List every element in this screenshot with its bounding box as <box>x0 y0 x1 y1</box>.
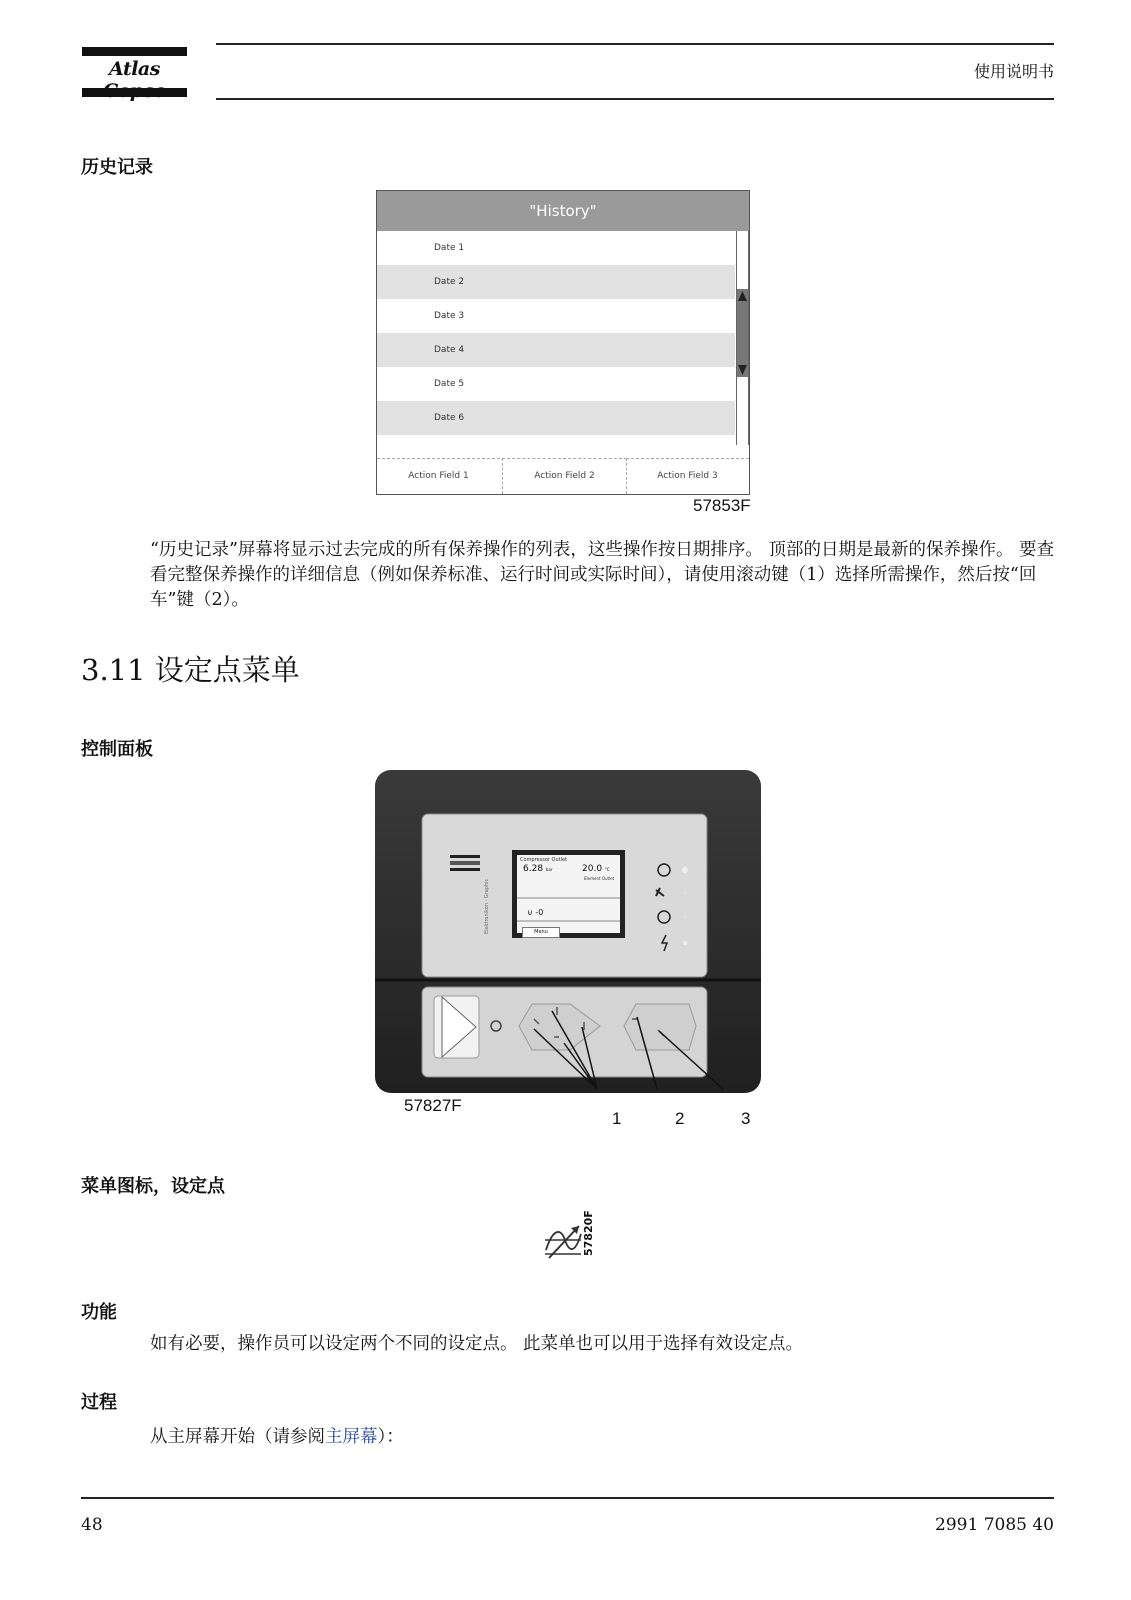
control-panel-illustration <box>374 769 766 1119</box>
callout-2: 2 <box>675 1109 685 1128</box>
logo-bar-bottom <box>82 88 187 97</box>
panel-screen-title: Compressor Outlet <box>520 857 568 863</box>
header-rule-top <box>216 43 1054 45</box>
page-number: 48 <box>81 1515 103 1535</box>
procedure-text-before: 从主屏幕开始（请参阅 <box>150 1427 325 1447</box>
header-rule-bottom <box>216 98 1054 100</box>
logo-bar-top <box>82 47 187 56</box>
history-screen <box>376 190 750 495</box>
history-row-label: Date 5 <box>434 379 465 389</box>
menu-icon-figure-code: 57820F <box>582 1210 595 1256</box>
panel-pressure-unit: bar <box>545 867 553 872</box>
history-row[interactable] <box>377 401 735 435</box>
history-row[interactable] <box>377 231 735 265</box>
history-row[interactable] <box>377 265 735 299</box>
control-panel-heading: 控制面板 <box>81 739 153 760</box>
doc-number: 2991 7085 40 <box>935 1515 1054 1535</box>
history-row-label: Date 3 <box>434 311 465 321</box>
panel-status-value: 0 <box>538 908 544 917</box>
section-title: 3.11 设定点菜单 <box>81 653 300 687</box>
history-row-label: Date 2 <box>434 277 465 287</box>
control-panel-figure-code: 57827F <box>404 1096 462 1115</box>
main-screen-link[interactable]: 主屏幕 <box>325 1427 378 1447</box>
function-text: 如有必要，操作员可以设定两个不同的设定点。 此菜单也可以用于选择有效设定点。 <box>150 1334 804 1354</box>
callout-3: 3 <box>741 1109 751 1128</box>
atlas-copco-logo: Atlas <box>109 58 160 80</box>
history-title: "History" <box>377 191 749 231</box>
history-scrollbar[interactable] <box>736 231 749 445</box>
history-row[interactable] <box>377 367 735 401</box>
history-row[interactable] <box>377 299 735 333</box>
history-figure-code: 57853F <box>693 496 751 515</box>
history-row-label: Date 6 <box>434 413 465 423</box>
function-heading: 功能 <box>81 1302 117 1323</box>
panel-temperature-value: 20.0 <box>582 864 603 874</box>
panel-temperature-unit: °C <box>604 867 610 872</box>
procedure-heading: 过程 <box>81 1392 117 1413</box>
history-heading: 历史记录 <box>81 157 153 178</box>
panel-temperature <box>582 864 610 874</box>
doc-type: 使用说明书 <box>973 62 1054 81</box>
action-field-1[interactable]: Action Field 1 <box>377 458 500 494</box>
panel-pressure <box>523 864 553 874</box>
action-field-3[interactable]: Action Field 3 <box>626 458 749 494</box>
history-description: “历史记录”屏幕将显示过去完成的所有保养操作的列表，这些操作按日期排序。 顶部的日期是最新的保养操作。 要查看完整保养操作的详细信息（例如保养标准、运行时间或实际时间），请使用滚动键（1）选择所需操作，然后按“回车”键（2）。 <box>150 540 1055 610</box>
procedure-text <box>150 1425 1055 1450</box>
svg-text:Elektronikon · Graphic: Elektronikon · Graphic <box>484 878 490 934</box>
history-row-label: Date 1 <box>434 243 465 253</box>
action-field-2[interactable]: Action Field 2 <box>502 458 627 494</box>
procedure-text-after: ）： <box>377 1427 404 1447</box>
history-row-label: Date 4 <box>434 345 465 355</box>
footer-rule <box>81 1497 1054 1499</box>
panel-element-label: Element Outlet <box>584 876 615 881</box>
panel-menu-button[interactable]: Menu <box>522 927 560 938</box>
history-row[interactable] <box>377 333 735 367</box>
panel-status: ⊍ -0 <box>527 908 544 917</box>
menu-icon-heading: 菜单图标，设定点 <box>81 1176 225 1197</box>
scroll-arrows-icon <box>737 289 748 377</box>
callout-1: 1 <box>612 1109 622 1128</box>
panel-pressure-value: 6.28 <box>523 864 544 874</box>
